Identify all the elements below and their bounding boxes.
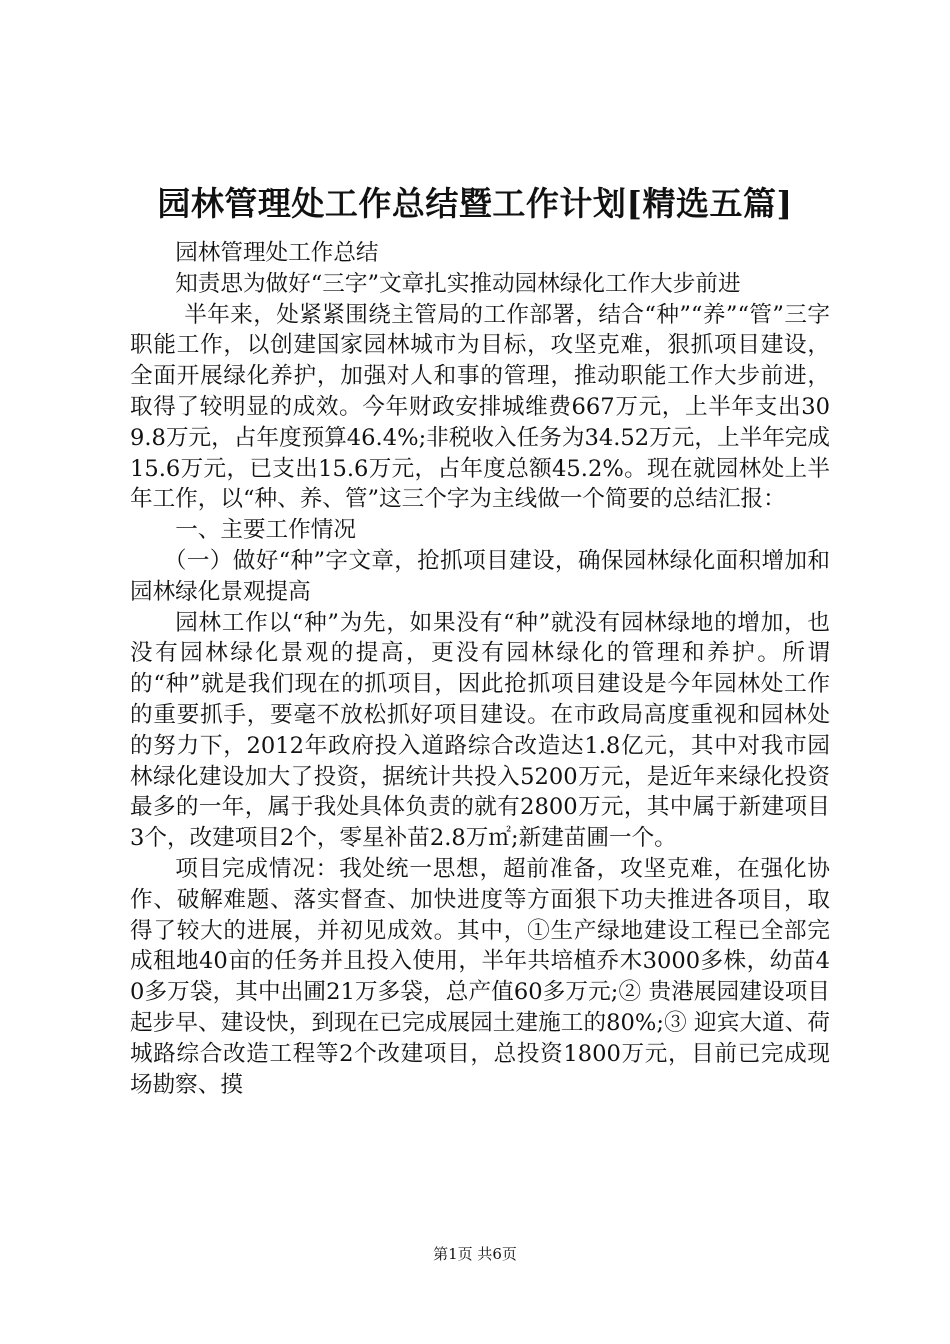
paragraph-heading: 知责思为做好“三字”文章扎实推动园林绿化工作大步前进: [175, 270, 741, 297]
paragraph-project-status: 项目完成情况：我处统一思想，超前准备，攻坚克难，在强化协作、破解难题、落实督查、加快进度等方面狠下功夫推进各项目，取得了较大的进展，并初见成效。其中，①生产绿地建设工程已全部完成租地40亩的任务并且投入使用，半年共培植乔木3000多株，幼苗40多万袋，其中出圃21万多袋，总产值60多万元;② 贵港展园建设项目起步早、建设快，到现在已完成展园土建施工的80%;③ 迎宾大道、荷城路综合改造工程等2个改建项目，总投资1800万元，目前已完成现场勘察、摸: [130, 855, 830, 1098]
document-title: 园林管理处工作总结暨工作计划[精选五篇]: [157, 184, 793, 223]
paragraph-subtitle: 园林管理处工作总结: [175, 240, 379, 266]
paragraph-intro: 半年来，处紧紧围绕主管局的工作部署，结合“种”“养”“管”三字职能工作，以创建国家园林城市为目标，攻坚克难，狠抓项目建设，全面开展绿化养护，加强对人和事的管理，推动职能工作大步前进，取得了较明显的成效。今年财政安排城维费667万元，上半年支出309.8万元，占年度预算46.4%;非税收入任务为34.52万元，上半年完成15.6万元，已支出15.6万元，占年度总额45.2%。现在就园林处上半年工作，以“种、养、管”这三个字为主线做一个简要的总结汇报：: [130, 301, 830, 513]
page-footer: 第1页 共6页: [433, 1245, 517, 1263]
document-body: [130, 238, 830, 1100]
paragraph-planting: 园林工作以“种”为先，如果没有“种”就没有园林绿地的增加，也没有园林绿化景观的提高，更没有园林绿化的管理和养护。所谓的“种”就是我们现在的抓项目，因此抢抓项目建设是今年园林处工作的重要抓手，要毫不放松抓好项目建设。在市政局高度重视和园林处的努力下，2012年政府投入道路综合改造达1.8亿元，其中对我市园林绿化建设加大了投资，据统计共投入5200万元，是近年来绿化投资最多的一年，属于我处具体负责的就有2800万元，其中属于新建项目3个，改建项目2个，零星补苗2.8万㎡;新建苗圃一个。: [130, 609, 830, 852]
subsection-heading: （一）做好“种”字文章，抢抓项目建设，确保园林绿化面积增加和园林绿化景观提高: [130, 547, 830, 605]
section-heading: 一、主要工作情况: [175, 517, 356, 544]
